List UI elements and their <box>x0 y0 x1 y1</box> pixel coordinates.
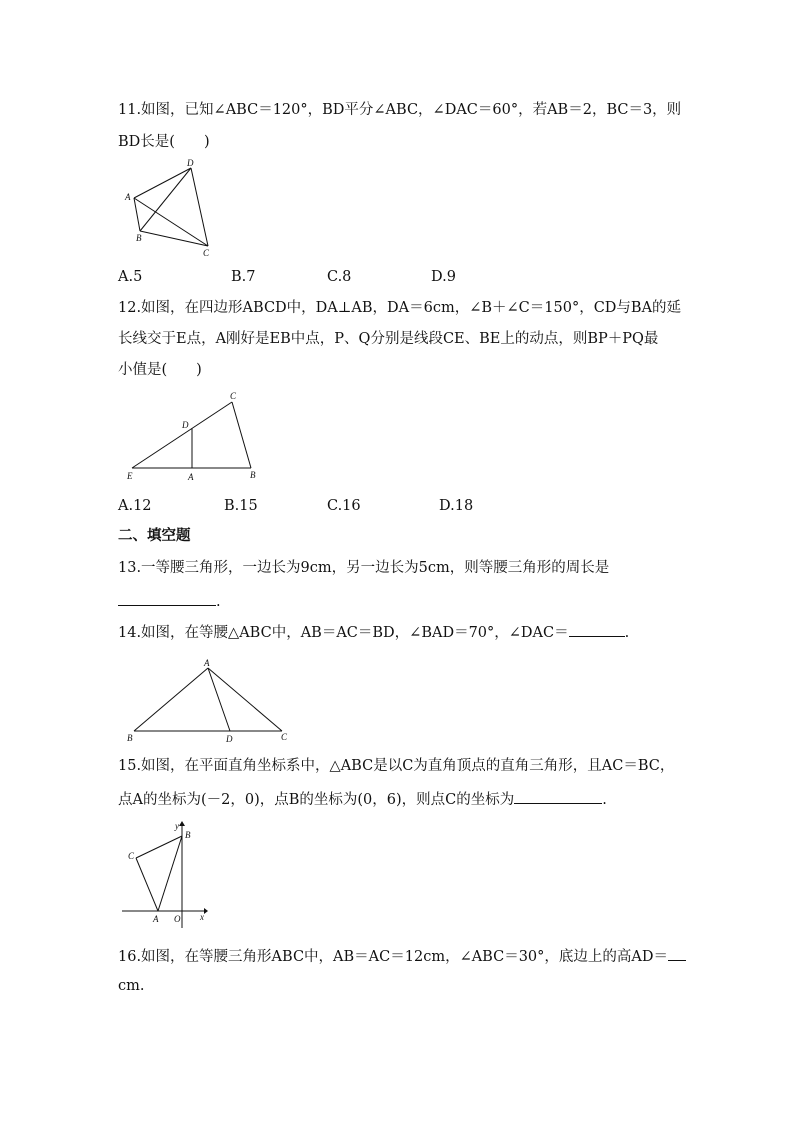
q15-label-c: C <box>128 851 135 861</box>
q15-label-b: B <box>185 830 191 840</box>
q12-text-line1: 12.如图，在四边形ABCD中，DA⊥AB，DA＝6cm，∠B＋∠C＝150°，CD与BA的延 <box>118 300 682 316</box>
q13-period: . <box>216 594 221 610</box>
q14-figure <box>122 656 298 746</box>
q12-label-e: E <box>127 471 133 481</box>
q15-question: 点A的坐标为(－2，0)，点B的坐标为(0，6)，则点C的坐标为 <box>118 792 515 808</box>
q16-text-line2: cm. <box>118 978 145 994</box>
q15-period: . <box>602 792 607 808</box>
q14-question: 14.如图，在等腰△ABC中，AB＝AC＝BD，∠BAD＝70°，∠DAC＝ <box>118 625 569 641</box>
q14-label-d: D <box>226 734 233 744</box>
q11-option-b: B.7 <box>231 269 256 285</box>
q15-label-o: O <box>174 914 181 924</box>
q11-label-c: C <box>203 248 210 258</box>
q12-figure <box>124 388 270 486</box>
q11-label-a: A <box>125 192 131 202</box>
q14-label-c: C <box>281 732 288 742</box>
q15-answer-blank[interactable] <box>514 788 602 804</box>
q11-option-d: D.9 <box>431 269 456 285</box>
q11-figure <box>120 158 220 260</box>
q11-option-c: C.8 <box>327 269 352 285</box>
q11-text-line2: BD长是( ) <box>118 134 210 150</box>
q11-label-b: B <box>136 233 142 243</box>
q12-text-line3: 小值是( ) <box>118 362 202 378</box>
q13-answer-blank[interactable] <box>118 590 216 606</box>
q12-option-b: B.15 <box>224 498 258 514</box>
q16-text-line1 <box>118 945 686 967</box>
q14-label-b: B <box>127 733 133 743</box>
q12-option-a: A.12 <box>118 498 152 514</box>
q11-text-line1: 11.如图，已知∠ABC＝120°，BD平分∠ABC，∠DAC＝60°，若AB＝2，BC＝3，则 <box>118 102 682 118</box>
q12-label-c: C <box>230 391 237 401</box>
q15-text-line2 <box>118 788 607 810</box>
q14-text <box>118 621 629 643</box>
q15-label-y: y <box>175 821 179 831</box>
q12-label-b: B <box>250 470 256 480</box>
q16-question: 16.如图，在等腰三角形ABC中，AB＝AC＝12cm，∠ABC＝30°，底边上的高AD＝ <box>118 949 668 965</box>
q12-label-d: D <box>182 420 189 430</box>
q15-label-x: x <box>200 912 204 922</box>
q11-option-a: A.5 <box>118 269 143 285</box>
section-title: 二、填空题 <box>118 527 191 544</box>
q14-answer-blank[interactable] <box>569 621 625 637</box>
q13-text-line2 <box>118 590 221 612</box>
q16-answer-blank[interactable] <box>668 945 686 961</box>
q14-period: . <box>624 625 630 641</box>
q13-text-line1: 13.一等腰三角形，一边长为9cm，另一边长为5cm，则等腰三角形的周长是 <box>118 560 610 576</box>
q12-label-a: A <box>188 472 194 482</box>
q11-label-d: D <box>187 158 194 168</box>
q12-option-c: C.16 <box>327 498 361 514</box>
q14-label-a: A <box>204 658 210 668</box>
q12-text-line2: 长线交于E点，A刚好是EB中点，P、Q分别是线段CE、BE上的动点，则BP＋PQ最 <box>118 331 659 347</box>
q15-label-a: A <box>153 914 159 924</box>
q15-figure <box>118 820 214 930</box>
q12-option-d: D.18 <box>439 498 474 514</box>
q15-text-line1: 15.如图，在平面直角坐标系中，△ABC是以C为直角顶点的直角三角形，且AC＝BC， <box>118 758 675 774</box>
